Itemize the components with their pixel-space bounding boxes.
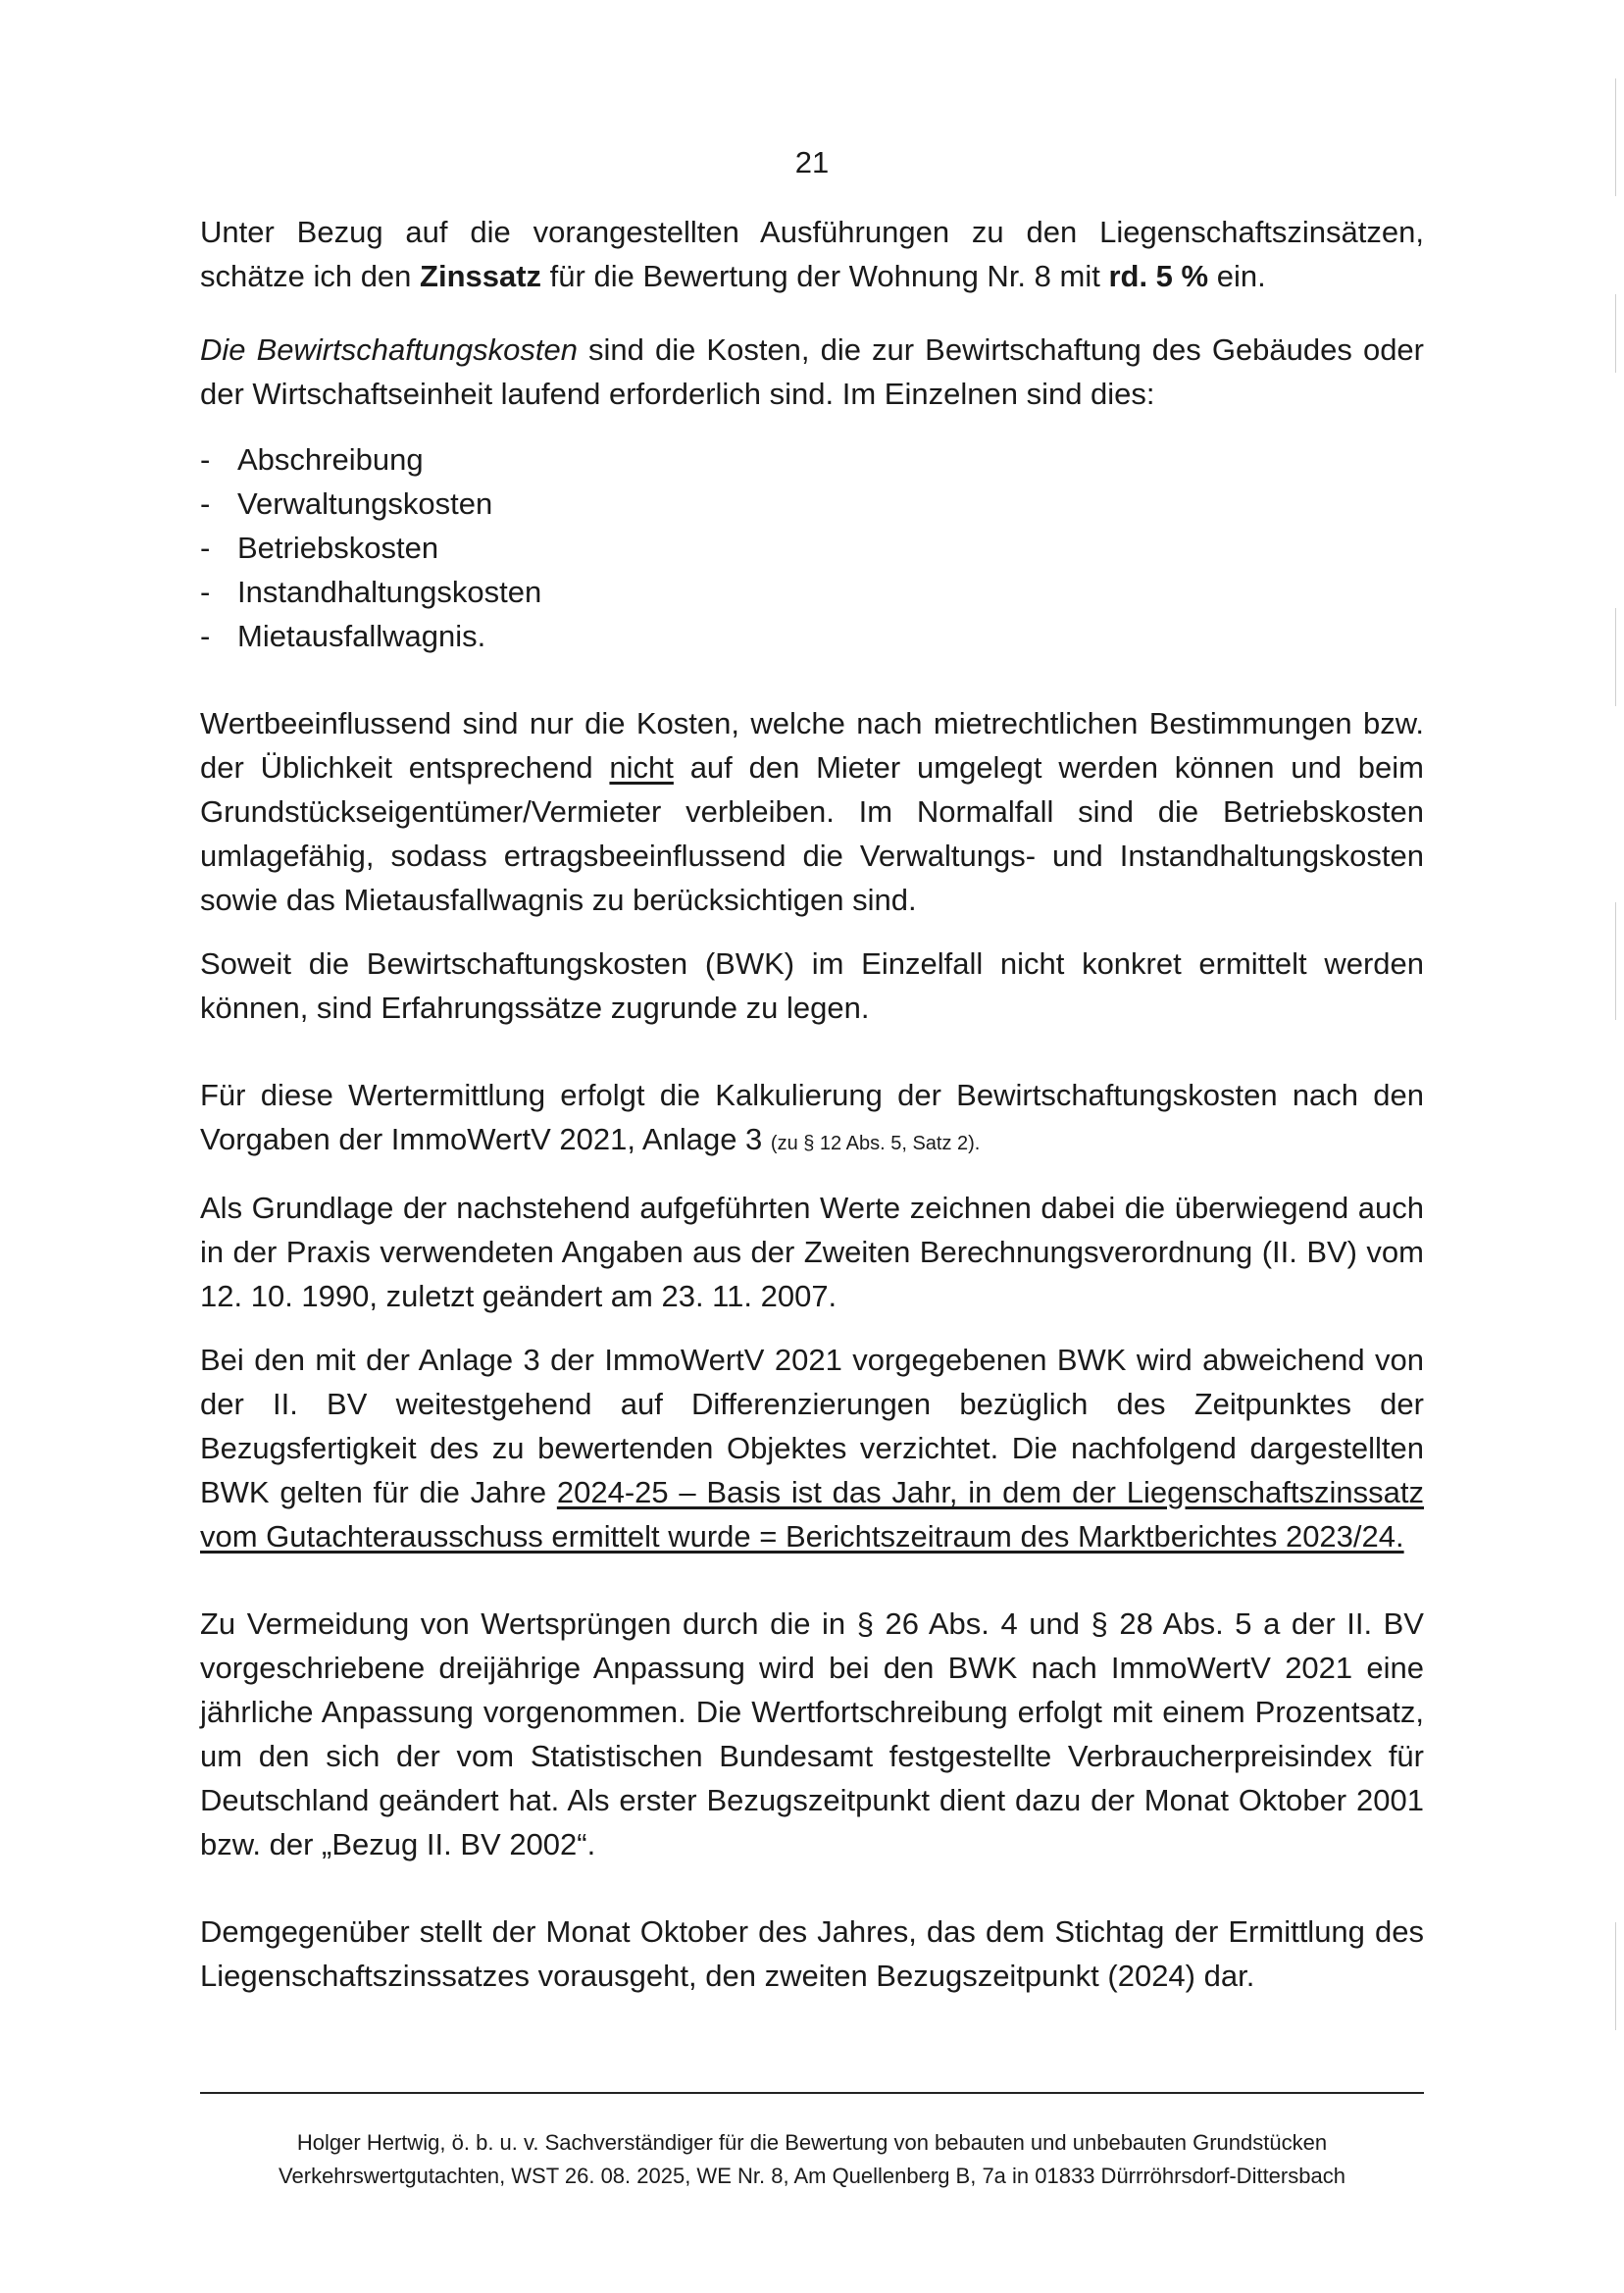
paragraph-bezugszeitpunkt: Demgegenüber stellt der Monat Oktober des Jahres, das dem Stichtag der Ermittlung des Liegenschaftszinssatzes vorausgeht, den zweiten Bezugszeitpunkt (2024) dar. bbox=[200, 1914, 1424, 1993]
text-run: Wertbeeinflussend sind nur die Kosten, welche nach mietrechtlichen Bestimmungen bzw. der Üblichkeit entsprechend bbox=[200, 706, 1424, 785]
scan-edge-mark bbox=[1615, 294, 1616, 373]
paragraph-wertbeeinflussend bbox=[200, 701, 1424, 922]
list-item: - Abschreibung bbox=[200, 437, 1424, 482]
paragraph-zinssatz bbox=[200, 210, 1424, 298]
text-run: für die Bewertung der Wohnung Nr. 8 mit bbox=[541, 259, 1109, 293]
italic-term: Die Bewirtschaftungskosten bbox=[200, 332, 578, 367]
list-item: - Betriebskosten bbox=[200, 526, 1424, 570]
paragraph-immowertv bbox=[200, 1073, 1424, 1166]
text-run: ein. bbox=[1208, 259, 1266, 293]
paragraph-wertspruenge: Zu Vermeidung von Wertsprüngen durch die in § 26 Abs. 4 und § 28 Abs. 5 a der II. BV vorgeschriebene dreijährige Anpassung wird bei den BWK nach ImmoWertV 2021 eine jährliche Anpassung vorgenommen. Die Wertfortschreibung erfolgt mit einem Prozentsatz, um den sich der vom Statistischen Bundesamt festgestellte Verbraucherpreisindex für Deutschland geändert hat. Als erster Bezugszeitpunkt dient dazu der Monat Oktober 2001 bzw. der „Bezug II. BV 2002“. bbox=[200, 1606, 1424, 1861]
document-body bbox=[200, 210, 1424, 1998]
list-item: - Instandhaltungskosten bbox=[200, 570, 1424, 614]
page-footer bbox=[200, 2126, 1424, 2193]
paragraph-anlage3 bbox=[200, 1338, 1424, 1558]
paragraph-erfahrungssaetze: Soweit die Bewirtschaftungskosten (BWK) im Einzelfall nicht konkret ermittelt werden können, sind Erfahrungssätze zugrunde zu legen. bbox=[200, 946, 1424, 1025]
cost-list bbox=[200, 437, 1424, 658]
text-run: Bei den mit der Anlage 3 der ImmoWertV 2021 vorgegebenen BWK wird abweichend von der II. BV weitestgehend auf Differenzierungen bezüglich des Zeitpunktes der Bezugsfertigkeit des zu bewertenden Objektes verzichtet. Die nachfolgend dargestellten BWK gelten für die Jahre bbox=[200, 1343, 1424, 1509]
text-run: sind die Kosten, die zur Bewirtschaftung des Gebäudes oder der Wirtschaftseinheit laufend erforderlich sind. Im Einzelnen sind dies: bbox=[200, 332, 1424, 411]
bold-zinssatz: Zinssatz bbox=[420, 259, 542, 293]
scan-edge-mark bbox=[1615, 1922, 1616, 2030]
list-item: - Mietausfallwagnis. bbox=[200, 614, 1424, 658]
text-run: auf den Mieter umgelegt werden können und beim Grundstückseigentümer/Vermieter verbleiben. Im Normalfall sind die Betriebskosten umlagefähig, sodass ertragsbeeinflussend die Verwaltungs- und Instandhaltungskosten sowie das Mietausfallwagnis zu berücksichtigen sind. bbox=[200, 750, 1424, 917]
underlined-nicht: nicht bbox=[609, 750, 674, 785]
paragraph-bewirtschaftungskosten bbox=[200, 328, 1424, 416]
footer-divider bbox=[200, 2092, 1424, 2094]
text-run: Unter Bezug auf die vorangestellten Ausführungen zu den Liegenschaftszinsätzen, schätze ich den bbox=[200, 215, 1424, 293]
footer-line-2: Verkehrswertgutachten, WST 26. 08. 2025, WE Nr. 8, Am Quellenberg B, 7a in 01833 Dürrröhrsdorf-Dittersbach bbox=[279, 2164, 1345, 2188]
scan-edge-mark bbox=[1615, 608, 1616, 706]
list-item: - Verwaltungskosten bbox=[200, 482, 1424, 526]
small-reference: (zu § 12 Abs. 5, Satz 2). bbox=[770, 1133, 981, 1154]
underlined-basis: 2024-25 – Basis ist das Jahr, in dem der Liegenschaftszinssatz vom Gutachterausschuss ermittelt wurde = Berichtszeitraum des Marktberichtes 2023/24. bbox=[200, 1475, 1424, 1554]
footer-line-1: Holger Hertwig, ö. b. u. v. Sachverständiger für die Bewertung von bebauten und unbebauten Grundstücken bbox=[296, 2130, 1328, 2155]
paragraph-grundlage: Als Grundlage der nachstehend aufgeführten Werte zeichnen dabei die überwiegend auch in der Praxis verwendeten Angaben aus der Zweiten Berechnungsverordnung (II. BV) vom 12. 10. 1990, zuletzt geändert am 23. 11. 2007. bbox=[200, 1191, 1424, 1313]
page-number: 21 bbox=[794, 145, 830, 179]
scan-edge-mark bbox=[1615, 902, 1616, 1020]
scan-edge-mark bbox=[1615, 78, 1616, 196]
text-run: Für diese Wertermittlung erfolgt die Kalkulierung der Bewirtschaftungskosten nach den Vorgaben der ImmoWertV 2021, Anlage 3 bbox=[200, 1078, 1424, 1156]
bold-rate: rd. 5 % bbox=[1108, 259, 1209, 293]
